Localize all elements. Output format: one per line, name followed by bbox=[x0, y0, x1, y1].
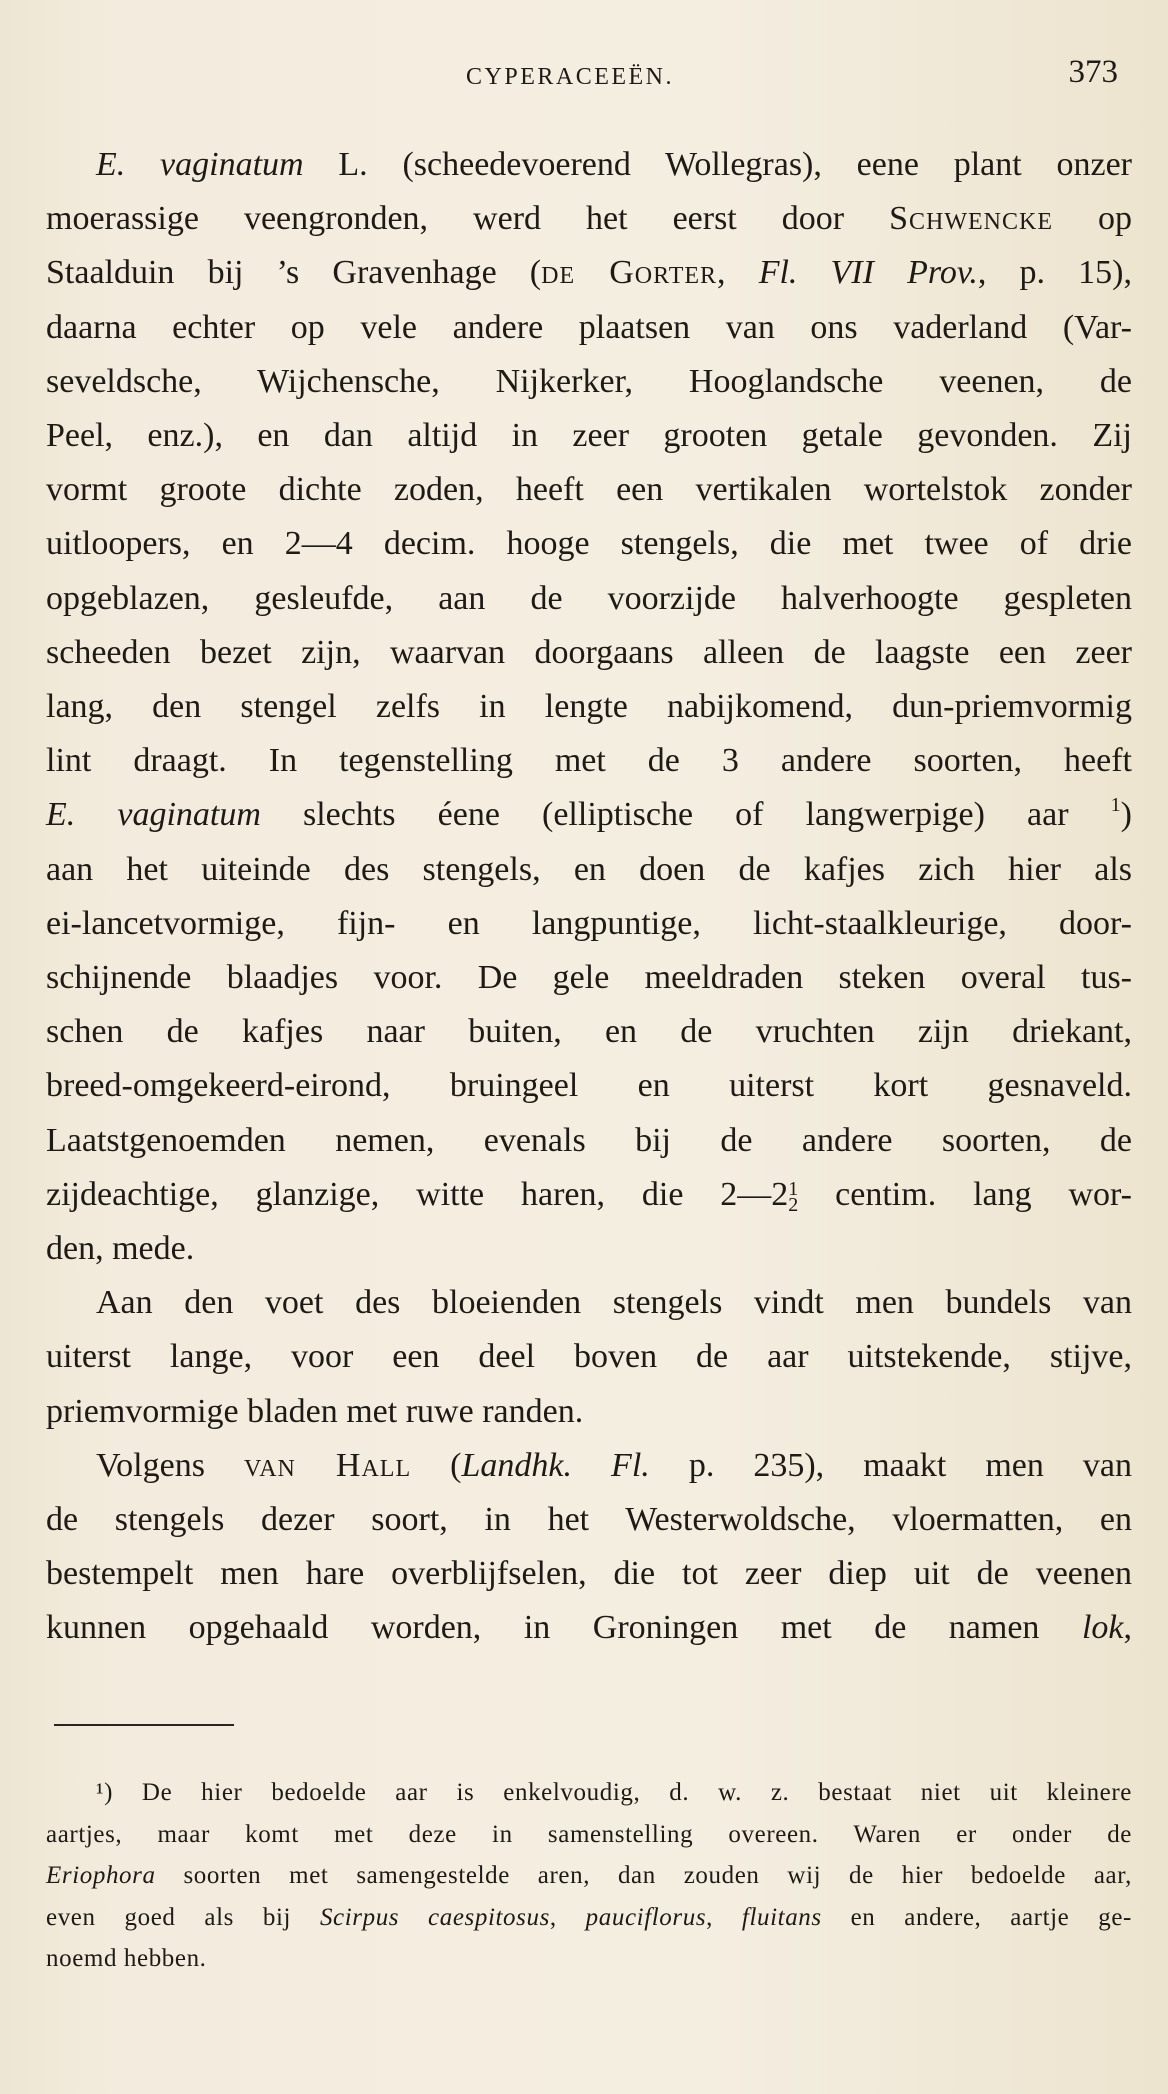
text-line: Staalduin bij ’s Gravenhage (de Gorter, Fl. VII Prov., p. 15), bbox=[46, 254, 1133, 292]
text-line: uiterst lange, voor een deel boven de aar uitstekende, stijve, bbox=[46, 1338, 1132, 1376]
text-line: E. vaginatum L. (scheedevoerend Wollegras), eene plant onzer bbox=[96, 146, 1133, 183]
text-line: zijdeachtige, glanzige, witte haren, die 2—21 2 centim. lang wor- bbox=[46, 1175, 1132, 1217]
text-line: seveldsche, Wijchensche, Nijkerker, Hooglandsche veenen, de bbox=[46, 362, 1132, 400]
footnote-divider bbox=[54, 1724, 234, 1726]
footnote-ref: 1 bbox=[1110, 794, 1121, 817]
species-name: E. vaginatum bbox=[96, 146, 304, 183]
text-line: lang, den stengel zelfs in lengte nabijkomend, dun-priemvormig bbox=[46, 688, 1132, 726]
text-line: schijnende blaadjes voor. De gele meeldraden steken overal tus- bbox=[46, 959, 1132, 997]
text-line: breed-omgekeerd-eirond, bruingeel en uiterst kort gesnaveld. bbox=[46, 1067, 1132, 1105]
text-line: daarna echter op vele andere plaatsen van ons vaderland (Var- bbox=[46, 308, 1132, 346]
text-line: moerassige veengronden, werd het eerst door Schwencke op bbox=[46, 200, 1133, 238]
citation-title: Fl. VII Prov. bbox=[758, 254, 978, 292]
footnote-mark: ¹) bbox=[96, 1779, 114, 1806]
text-line: ei-lancetvormige, fijn- en langpuntige, licht-staalkleurige, door- bbox=[46, 904, 1132, 942]
fraction: 1 2 bbox=[788, 1178, 799, 1217]
author-name: Schwencke bbox=[889, 200, 1053, 238]
text-line: Laatstgenoemden nemen, evenals bij de andere soorten, de bbox=[46, 1121, 1132, 1159]
footnote-line: ¹) De hier bedoelde aar is enkelvoudig, d. w. z. bestaat niet uit kleinere bbox=[96, 1779, 1132, 1806]
genus-name: Eriophora bbox=[46, 1862, 156, 1889]
term: lok bbox=[1081, 1609, 1124, 1647]
text-line: uitloopers, en 2—4 decim. hooge stengels, die met twee of drie bbox=[46, 525, 1132, 563]
text-line: Volgens van Hall (Landhk. Fl. p. 235), maakt men van bbox=[96, 1446, 1133, 1484]
species-name: Scirpus caespitosus bbox=[319, 1903, 550, 1931]
text-line: scheeden bezet zijn, waarvan doorgaans alleen de laagste een zeer bbox=[46, 633, 1132, 671]
text-line: opgeblazen, gesleufde, aan de voorzijde halverhoogte gespleten bbox=[46, 579, 1132, 617]
species-name: fluitans bbox=[741, 1903, 822, 1931]
text-line: de stengels dezer soort, in het Westerwoldsche, vloermatten, en bbox=[46, 1501, 1132, 1539]
footnotes bbox=[46, 1772, 1132, 1980]
text-line: aan het uiteinde des stengels, en doen de kafjes zich hier als bbox=[46, 850, 1132, 888]
text-line: lint draagt. In tegenstelling met de 3 andere soorten, heeft bbox=[46, 742, 1132, 780]
text-line: Peel, enz.), en dan altijd in zeer grooten getale gevonden. Zij bbox=[46, 417, 1132, 455]
text-line: Aan den voet des bloeienden stengels vindt men bundels van bbox=[96, 1284, 1132, 1322]
body-text bbox=[46, 138, 1132, 1656]
text-line: den, mede. bbox=[46, 1230, 195, 1268]
footnote-line: aartjes, maar komt met deze in samenstelling overeen. Waren er onder de bbox=[46, 1820, 1132, 1848]
citation-title: Landhk. Fl. bbox=[461, 1446, 650, 1484]
text-line: schen de kafjes naar buiten, en de vruchten zijn driekant, bbox=[46, 1013, 1132, 1051]
author-name: van Hall bbox=[243, 1446, 412, 1484]
author-name: de Gorter bbox=[541, 254, 718, 292]
text-line: priemvormige bladen met ruwe randen. bbox=[46, 1392, 584, 1430]
text-line: E. vaginatum slechts éene (elliptische of langwerpige) aar $^1$) bbox=[46, 794, 1132, 834]
footnote-line: noemd hebben. bbox=[46, 1945, 207, 1972]
species-name: E. vaginatum bbox=[46, 796, 261, 834]
text-line: bestempelt men hare overblijfselen, die tot zeer diep uit de veenen bbox=[46, 1555, 1132, 1593]
page-number: 373 bbox=[1068, 54, 1118, 90]
text-line: vormt groote dichte zoden, heeft een vertikalen wortelstok zonder bbox=[46, 471, 1132, 509]
footnote-line: even goed als bij Scirpus caespitosus, pauciflorus, fluitans en andere, aartje ge- bbox=[46, 1903, 1132, 1931]
running-head: CYPERACEEËN. bbox=[466, 64, 675, 90]
text-line: kunnen opgehaald worden, in Groningen met de namen lok, bbox=[46, 1609, 1132, 1647]
species-name: pauciflorus bbox=[585, 1903, 707, 1931]
footnote-line: Eriophora soorten met samengestelde aren, dan zouden wij de hier bedoelde aar, bbox=[46, 1862, 1132, 1889]
